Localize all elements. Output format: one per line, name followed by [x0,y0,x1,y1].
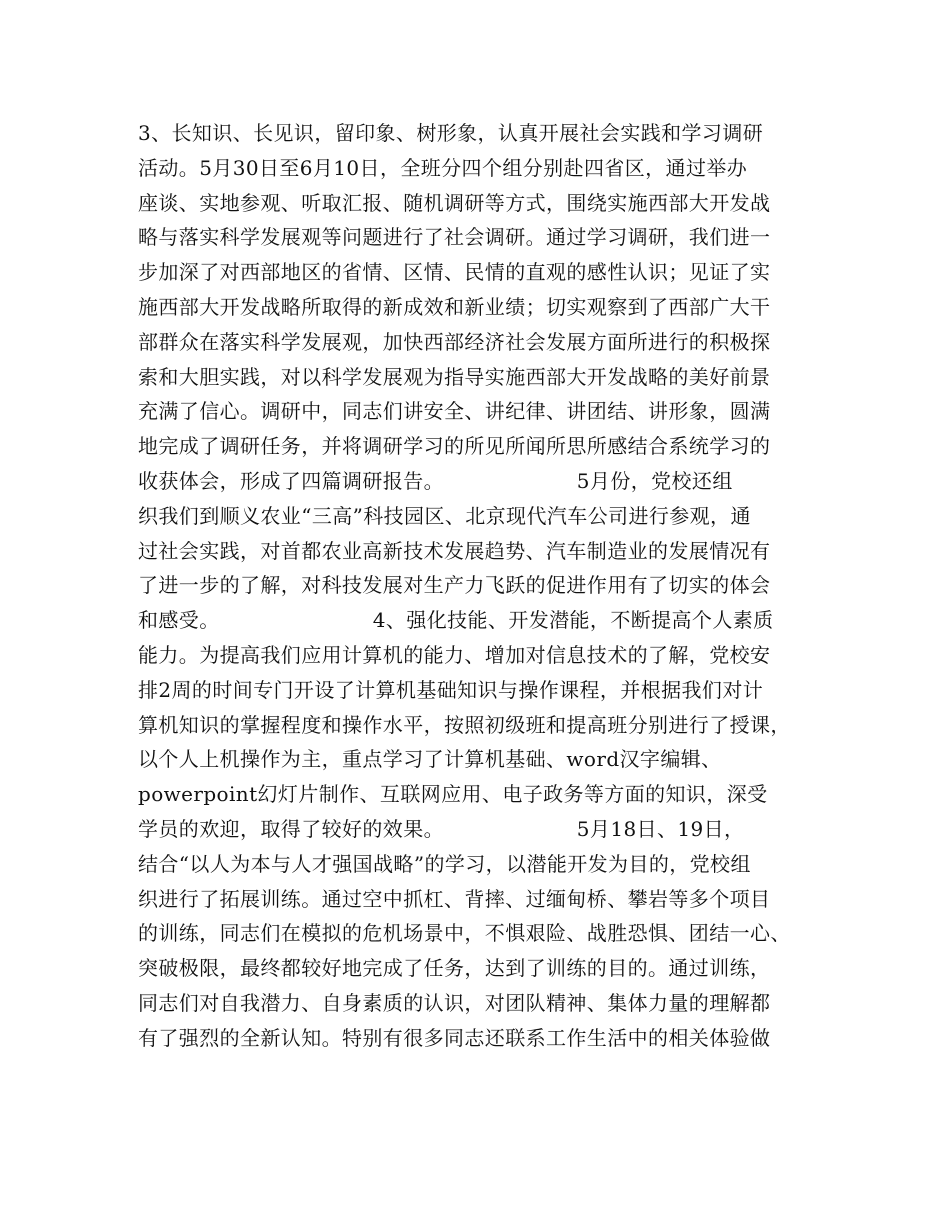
text-line: 活动。5月30日至6月10日，全班分四个组分别赴四省区，通过举办 [138,155,748,180]
text-line: 步加深了对西部地区的省情、区情、民情的直观的感性认识；见证了实 [138,260,771,285]
text-line: 学员的欢迎，取得了较好的效果。 5月18日、19日， [138,816,745,841]
body-text [138,116,828,1056]
text-line: 3、长知识、长见识，留印象、树形象，认真开展社会实践和学习调研 [138,121,764,145]
text-line: 了进一步的了解，对科技发展对生产力飞跃的促进作用有了切实的体会 [138,573,771,598]
text-line: 过社会实践，对首都农业高新技术发展趋势、汽车制造业的发展情况有 [138,538,771,563]
text-line: 略与落实科学发展观等问题进行了社会调研。通过学习调研，我们进一 [138,225,771,250]
text-line: 座谈、实地参观、听取汇报、随机调研等方式，围绕实施西部大开发战 [138,190,771,215]
text-line: 部群众在落实科学发展观，加快西部经济社会发展方面所进行的积极探 [138,329,771,354]
text-line: 排2周的时间专门开设了计算机基础知识与操作课程，并根据我们对计 [138,677,764,702]
text-line: 算机知识的掌握程度和操作水平，按照初级班和提高班分别进行了授课， [138,712,791,737]
text-line: 的训练，同志们在模拟的危机场景中，不惧艰险、战胜恐惧、团结一心、 [138,921,791,946]
text-line: 突破极限，最终都较好地完成了任务，达到了训练的目的。通过训练， [138,956,771,981]
text-line: 结合“以人为本与人才强国战略”的学习，以潜能开发为目的，党校组 [138,851,751,876]
text-line: 施西部大开发战略所取得的新成效和新业绩；切实观察到了西部广大干 [138,294,771,319]
text-line: 有了强烈的全新认知。特别有很多同志还联系工作生活中的相关体验做 [138,1025,771,1050]
text-line: 能力。为提高我们应用计算机的能力、增加对信息技术的了解，党校安 [138,642,771,667]
text-line: 织进行了拓展训练。通过空中抓杠、背摔、过缅甸桥、攀岩等多个项目 [138,886,771,911]
text-line: 和感受。 4、强化技能、开发潜能，不断提高个人素质 [138,608,774,633]
text-line: 以个人上机操作为主，重点学习了计算机基础、word汉字编辑、 [138,747,722,772]
text-line: 收获体会，形成了四篇调研报告。 5月份，党校还组 [138,468,733,493]
text-line: 地完成了调研任务，并将调研学习的所见所闻所思所感结合系统学习的 [138,434,771,459]
text-line: powerpoint幻灯片制作、互联网应用、电子政务等方面的知识，深受 [138,782,768,807]
text-line: 同志们对自我潜力、自身素质的认识，对团队精神、集体力量的理解都 [138,990,771,1015]
text-line: 充满了信心。调研中，同志们讲安全、讲纪律、讲团结、讲形象，圆满 [138,399,771,424]
text-line: 索和大胆实践，对以科学发展观为指导实施西部大开发战略的美好前景 [138,364,771,389]
text-line: 织我们到顺义农业“三高”科技园区、北京现代汽车公司进行参观，通 [138,503,751,528]
